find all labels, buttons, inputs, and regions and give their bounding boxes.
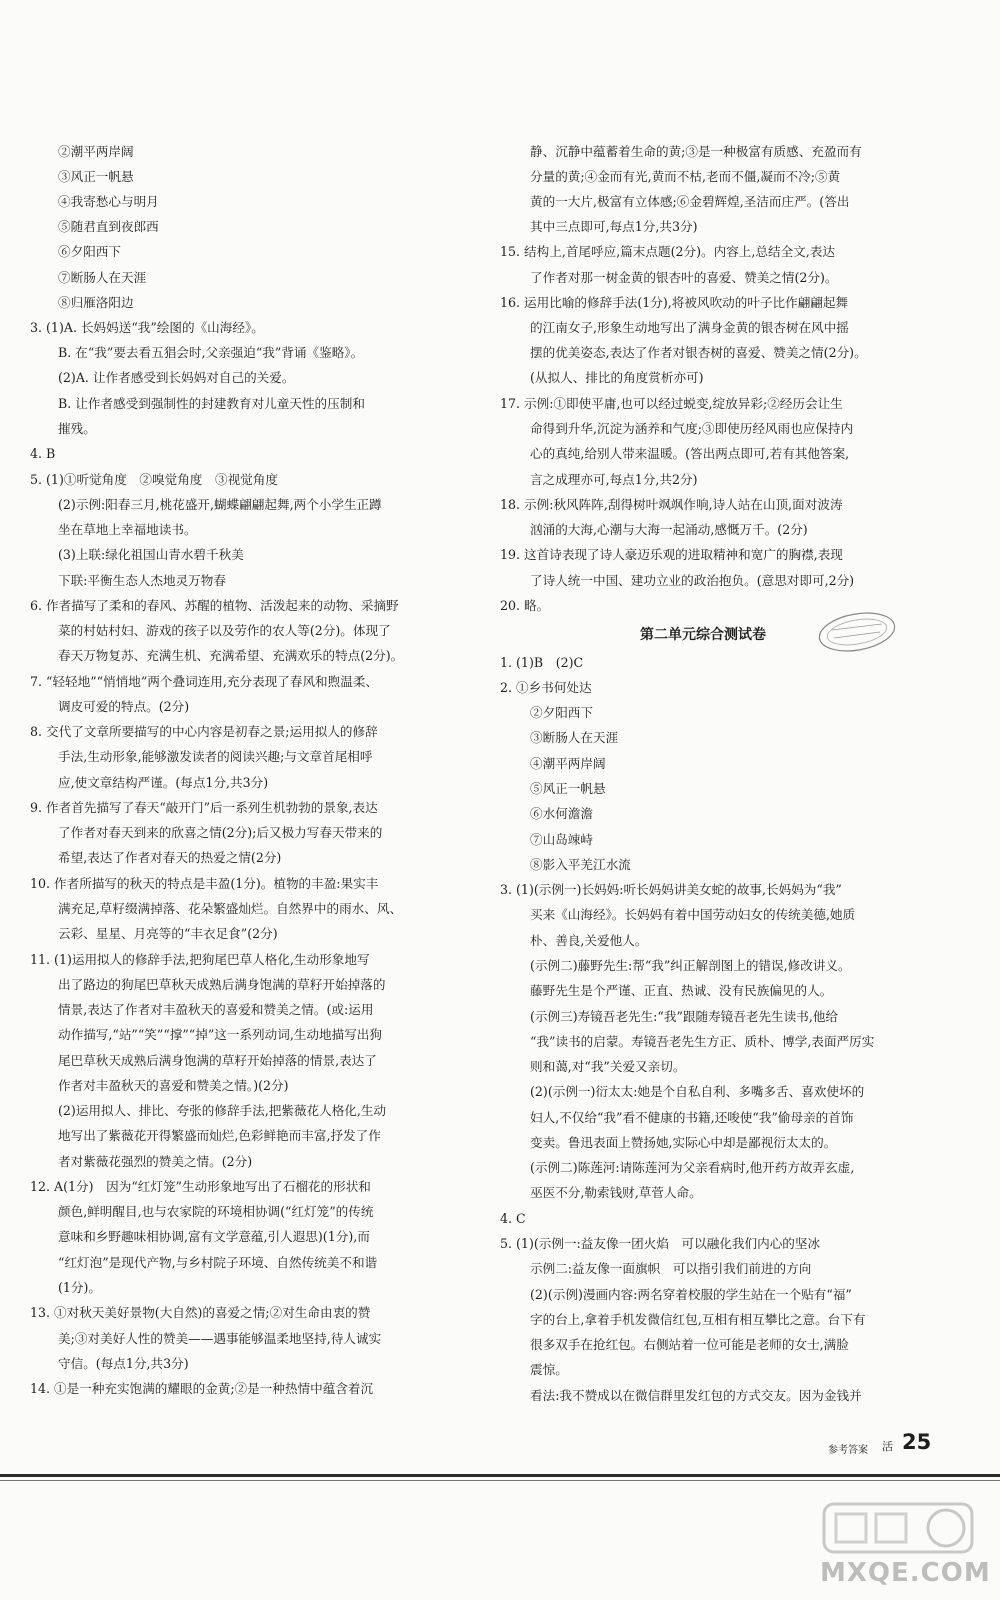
answer-line: 11. (1)运用拟人的修辞手法,把狗尾巴草人格化,生动形象地写	[30, 952, 370, 967]
section-heading: 第二单元综合测试卷	[640, 627, 766, 643]
answer-line: 黄的一大片,极富有立体感;⑥金碧辉煌,圣洁而庄严。(答出	[530, 194, 850, 209]
answer-line: 示例二:益友像一面旗帜 可以指引我们前进的方向	[530, 1261, 812, 1276]
answer-line: (示例二)藤野先生:帮“我”纠正解剖图上的错误,修改讲义。	[530, 958, 851, 973]
answer-line: 希望,表达了作者对春天的热爱之情(2分)	[58, 850, 282, 865]
answer-line: 云彩、星星、月亮等的“丰衣足食”(2分)	[58, 926, 278, 941]
answer-line: 震惊。	[530, 1362, 568, 1377]
answer-line: ⑥水何澹澹	[530, 806, 593, 821]
answer-line: 满充足,草籽缀满掉落、花朵繁盛灿烂。自然界中的雨水、风、	[58, 901, 403, 916]
answer-line: 19. 这首诗表现了诗人豪迈乐观的进取精神和宽广的胸襟,表现	[500, 547, 843, 562]
answer-line: 藤野先生是个严谨、正直、热诚、没有民族偏见的人。	[530, 983, 833, 998]
answer-line: 情景,表达了作者对丰盈秋天的喜爱和赞美之情。(或:运用	[58, 1002, 374, 1017]
answer-line: ②潮平两岸阔	[58, 144, 134, 159]
answer-line: 坐在草地上幸福地读书。	[58, 522, 197, 537]
answer-line: (2)示例:阳春三月,桃花盛开,蝴蝶翩翩起舞,两个小学生正蹲	[58, 497, 382, 512]
answer-line: (示例二)陈莲河:请陈莲河为父亲看病时,他开药方故弄玄虚,	[530, 1160, 855, 1175]
answer-line: 守信。(每点1分,共3分)	[58, 1356, 189, 1371]
answer-line: 者对紫薇花强烈的赞美之情。(2分)	[58, 1154, 253, 1169]
answer-line: 出了路边的狗尾巴草秋天成熟后满身饱满的草籽开始掉落的	[58, 977, 386, 992]
answer-line: 3. (1)A. 长妈妈送“我”绘图的《山海经》。	[30, 320, 264, 335]
answer-line: (2)(示例一)衍太太:她是个自私自利、多嘴多舌、喜欢使坏的	[530, 1084, 865, 1099]
answer-line: 18. 示例:秋风阵阵,刮得树叶飒飒作响,诗人站在山顶,面对波涛	[500, 497, 843, 512]
answer-line: “红灯泡”是现代产物,与乡村院子环境、自然传统美不和谐	[58, 1255, 378, 1270]
answer-line: “我”读书的启蒙。寿镜吾老先生方正、质朴、博学,表面严厉实	[530, 1034, 875, 1049]
answer-line: B. 在“我”要去看五猖会时,父亲强迫“我”背诵《鉴略》。	[58, 345, 364, 360]
answer-line: 妇人,不仅给“我”看不健康的书籍,还唆使“我”偷母亲的首饰	[530, 1110, 854, 1125]
answer-line: B. 让作者感受到强制性的封建教育对儿童天性的压制和	[58, 396, 365, 411]
bottom-rule	[0, 1474, 1000, 1477]
answer-line: 手法,生动形象,能够激发读者的阅读兴趣;与文章首尾相呼	[58, 749, 373, 764]
answer-line: ⑦山岛竦峙	[530, 832, 593, 847]
answer-line: 摆的优美姿态,表达了作者对银杏树的喜爱、赞美之情(2分)。	[530, 345, 867, 360]
answer-line: 分量的黄;④金而有光,黄而不枯,老而不僵,凝而不冷;⑤黄	[530, 169, 841, 184]
answer-line: 动作描写,“站”“笑”“撑”“掉”这一系列动词,生动地描写出狗	[58, 1027, 382, 1042]
answer-line: 了诗人统一中国、建功立业的政治抱负。(意思对即可,2分)	[530, 573, 855, 588]
answer-line: 地写出了紫薇花开得繁盛而灿烂,色彩鲜艳而丰富,抒发了作	[58, 1128, 381, 1143]
answer-line: 4. B	[30, 446, 56, 461]
stamp-mark	[814, 608, 900, 656]
answer-line: 4. C	[500, 1211, 526, 1226]
answer-line: 很多双手在抢红包。右侧站着一位可能是老师的女士,满脸	[530, 1337, 849, 1352]
answer-line: 9. 作者首先描写了春天“敲开门”后一系列生机勃勃的景象,表达	[30, 800, 378, 815]
answer-line: 17. 示例:①即使平庸,也可以经过蜕变,绽放异彩;②经历会让生	[500, 396, 843, 411]
answer-line: 菜的村姑村妇、游戏的孩子以及劳作的农人等(2分)。体现了	[58, 623, 391, 638]
answer-line: 变卖。鲁迅表面上赞扬她,实际心中却是鄙视衍太太的。	[530, 1135, 837, 1150]
answer-line: ④我寄愁心与明月	[58, 194, 159, 209]
answer-line: 心的真纯,给别人带来温暖。(答出两点即可,若有其他答案,	[530, 446, 850, 461]
watermark-text: MXQE.COM	[820, 1558, 991, 1588]
answer-line: 8. 交代了文章所要描写的中心内容是初春之景;运用拟人的修辞	[30, 724, 378, 739]
answer-line: 了作者对春天到来的欣喜之情(2分);后又极力写春天带来的	[58, 825, 383, 840]
answer-line: ③风正一帆悬	[58, 169, 134, 184]
answer-line: 6. 作者描写了柔和的春风、苏醒的植物、活泼起来的动物、采摘野	[30, 598, 399, 613]
answer-line: 汹涌的大海,心潮与大海一起涌动,感慨万千。(2分)	[530, 522, 808, 537]
answer-line: 春天万物复苏、充满生机、充满希望、充满欢乐的特点(2分)。	[58, 648, 404, 663]
answer-line: 20. 略。	[500, 598, 550, 613]
answer-line: 13. ①对秋天美好景物(大自然)的喜爱之情;②对生命由衷的赞	[30, 1305, 371, 1320]
answer-line: (从拟人、排比的角度赏析亦可)	[530, 370, 704, 385]
answer-line: 5. (1)①听觉角度 ②嗅觉角度 ③视觉角度	[30, 472, 278, 487]
answer-line: (3)上联:绿化祖国山青水碧千秋美	[58, 547, 244, 562]
answer-line: ⑤风正一帆悬	[530, 781, 606, 796]
answer-line: ⑥夕阳西下	[58, 244, 121, 259]
answer-line: 字的台上,拿着手机发微信红包,互相有相互攀比之意。台下有	[530, 1312, 866, 1327]
answer-line: 12. A(1分) 因为“红灯笼”生动形象地写出了石榴花的形状和	[30, 1179, 371, 1194]
answer-line: 14. ①是一种充实饱满的耀眼的金黄;②是一种热情中蕴含着沉	[30, 1381, 374, 1396]
answer-line: 的江南女子,形象生动地写出了满身金黄的银杏树在风中摇	[530, 320, 849, 335]
answer-line: 买来《山海经》。长妈妈有着中国劳动妇女的传统美德,她质	[530, 907, 856, 922]
answer-line: 看法:我不赞成以在微信群里发红包的方式交友。因为金钱并	[530, 1388, 862, 1403]
answer-line: 颜色,鲜明醒目,也与农家院的环境相协调(“红灯笼”的传统	[58, 1204, 374, 1219]
footer-badge: 活	[882, 1440, 893, 1453]
answer-line: 3. (1)(示例一)长妈妈:听长妈妈讲美女蛇的故事,长妈妈为“我”	[500, 882, 842, 897]
answer-line: 尾巴草秋天成熟后满身饱满的草籽开始掉落的情景,表达了	[58, 1053, 377, 1068]
footer-label: 参考答案	[828, 1445, 868, 1456]
answer-line: (2)(示例)漫画内容:两名穿着校服的学生站在一个贴有“福”	[530, 1287, 852, 1302]
answer-line: ⑦断肠人在天涯	[58, 270, 147, 285]
answer-line: ④潮平两岸阔	[530, 756, 606, 771]
answer-line: ⑧影入平羌江水流	[530, 857, 631, 872]
answer-line: 调皮可爱的特点。(2分)	[58, 699, 190, 714]
answer-line: (1分)。	[58, 1280, 102, 1295]
answer-line: (示例三)寿镜吾老先生:“我”跟随寿镜吾老先生读书,他给	[530, 1009, 839, 1024]
answer-line: 1. (1)B (2)C	[500, 655, 584, 670]
answer-line: 朴、善良,关爱他人。	[530, 933, 648, 948]
answer-line: 应,使文章结构严谨。(每点1分,共3分)	[58, 775, 269, 790]
answer-line: 意味和乡野趣味相协调,富有文学意蕴,引人遐思)(1分),而	[58, 1229, 370, 1244]
answer-line: 5. (1)(示例一:益友像一团火焰 可以融化我们内心的坚冰	[500, 1236, 821, 1251]
answer-line: (2)A. 让作者感受到长妈妈对自己的关爱。	[58, 370, 295, 385]
answer-line: 作者对丰盈秋天的喜爱和赞美之情。)(2分)	[58, 1078, 289, 1093]
answer-line: 静、沉静中蕴蓄着生命的黄;③是一种极富有质感、充盈而有	[530, 144, 862, 159]
answer-line: ⑧归雁洛阳边	[58, 295, 134, 310]
answer-line: 15. 结构上,首尾呼应,篇末点题(2分)。内容上,总结全文,表达	[500, 244, 835, 259]
answer-line: 其中三点即可,每点1分,共3分)	[530, 219, 698, 234]
answer-line: ⑤随君直到夜郎西	[58, 219, 159, 234]
answer-line: (2)运用拟人、排比、夸张的修辞手法,把紫薇花人格化,生动	[58, 1103, 387, 1118]
answer-line: 则和蔼,对“我”关爱又亲切。	[530, 1059, 686, 1074]
answer-line: 美;③对美好人性的赞美——遇事能够温柔地坚持,待人诚实	[58, 1331, 382, 1346]
page-number: 25	[902, 1430, 932, 1454]
answer-line: 命得到升华,沉淀为涵养和气度;③即使历经风雨也应保持内	[530, 421, 854, 436]
answer-line: 10. 作者所描写的秋天的特点是丰盈(1分)。植物的丰盈:果实丰	[30, 876, 379, 891]
answer-line: 16. 运用比喻的修辞手法(1分),将被风吹动的叶子比作翩翩起舞	[500, 295, 849, 310]
answer-line: 了作者对那一树金黄的银杏叶的喜爱、赞美之情(2分)。	[530, 270, 838, 285]
answer-line: ②夕阳西下	[530, 705, 593, 720]
answer-line: 言之成理亦可,每点1分,共2分)	[530, 472, 698, 487]
answer-line: 7. “轻轻地”“悄悄地”两个叠词连用,充分表现了春风和煦温柔、	[30, 674, 379, 689]
answer-line: 下联:平衡生态人杰地灵万物春	[58, 573, 226, 588]
answer-line: 2. ①乡书何处达	[500, 680, 592, 695]
answer-line: 巫医不分,勒索钱财,草菅人命。	[530, 1185, 702, 1200]
answer-line: ③断肠人在天涯	[530, 730, 619, 745]
answer-line: 摧残。	[58, 421, 96, 436]
bottom-rule-thin	[0, 1480, 1000, 1481]
